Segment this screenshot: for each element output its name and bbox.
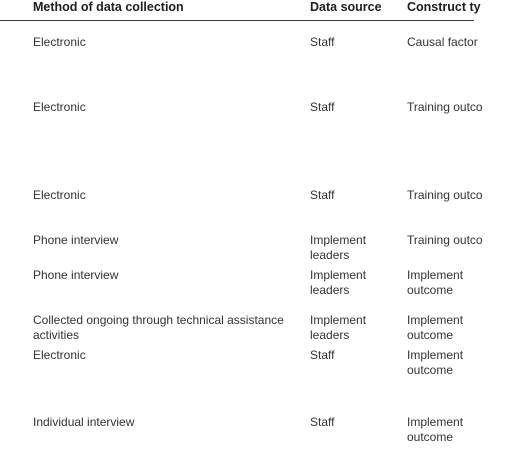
- header-method: Method of data collection: [33, 0, 184, 14]
- header-data-source: Data source: [310, 0, 382, 14]
- row-6-source: Implement leaders: [310, 313, 367, 342]
- row-2-method: Electronic: [33, 100, 86, 114]
- row-5-source: Implement leaders: [310, 268, 367, 297]
- row-6-construct: Implement outcome: [407, 313, 464, 342]
- row-2-construct: Training outco: [407, 100, 483, 114]
- row-3-method: Electronic: [33, 188, 86, 202]
- row-6-method: Collected ongoing through technical assistance activities: [33, 313, 284, 342]
- row-2-source: Staff: [310, 100, 335, 114]
- row-3-source: Staff: [310, 188, 335, 202]
- row-1-construct: Causal factor: [407, 35, 478, 49]
- row-5-method: Phone interview: [33, 268, 119, 282]
- row-8-method: Individual interview: [33, 415, 135, 429]
- row-1-method: Electronic: [33, 35, 86, 49]
- row-7-construct: Implement outcome: [407, 348, 464, 377]
- row-3-construct: Training outco: [407, 188, 483, 202]
- row-8-source: Staff: [310, 415, 335, 429]
- header-construct-type: Construct ty: [407, 0, 481, 14]
- row-8-construct: Implement outcome: [407, 415, 464, 444]
- row-7-method: Electronic: [33, 348, 86, 362]
- header-rule: [0, 20, 474, 21]
- row-4-source: Implement leaders: [310, 233, 367, 262]
- row-4-construct: Training outco: [407, 233, 483, 247]
- row-4-method: Phone interview: [33, 233, 119, 247]
- row-5-construct: Implement outcome: [407, 268, 464, 297]
- row-1-source: Staff: [310, 35, 335, 49]
- row-7-source: Staff: [310, 348, 335, 362]
